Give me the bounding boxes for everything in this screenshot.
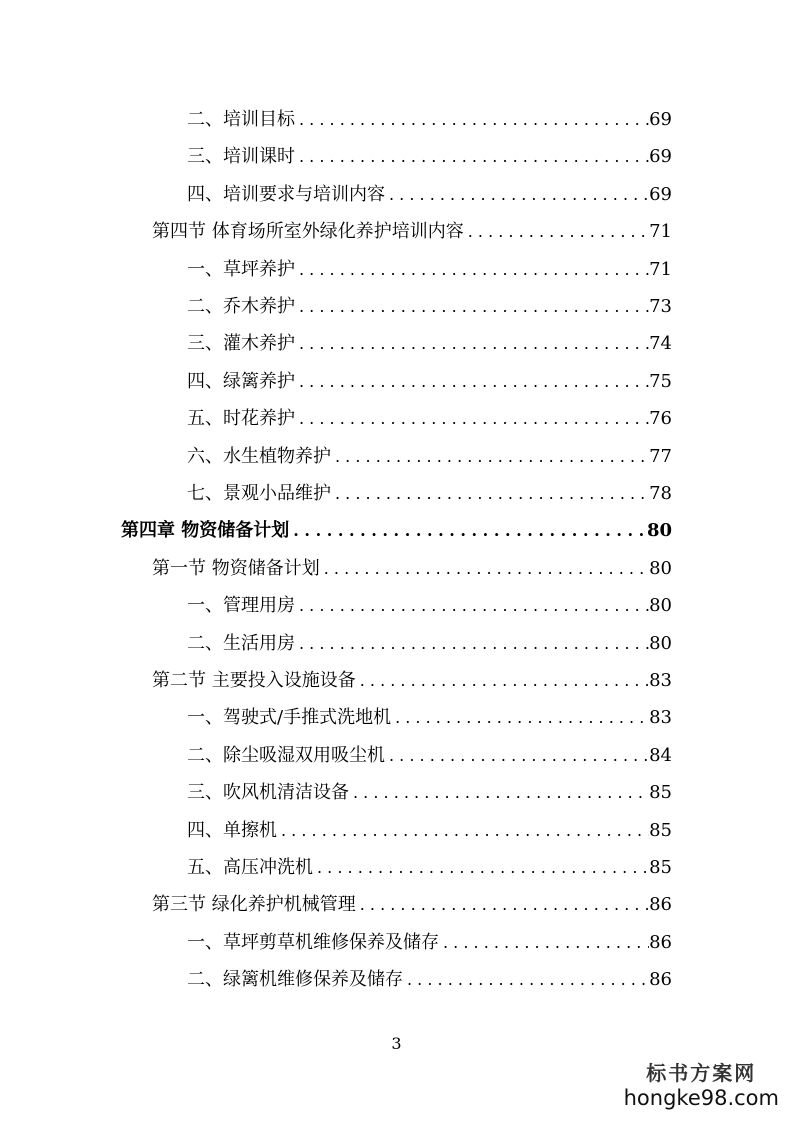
toc-entry-page: 76 (649, 408, 672, 430)
toc-entry[interactable] (187, 849, 672, 886)
toc-entry-page: 80 (649, 595, 672, 617)
toc-leader-dots (295, 101, 649, 138)
toc-leader-dots (295, 363, 649, 400)
toc-entry-page: 85 (649, 857, 672, 878)
toc-entry-title: 三、灌木养护 (187, 333, 295, 355)
toc-entry-page: 85 (649, 782, 672, 804)
toc-leader-dots (295, 325, 649, 362)
toc-entry-title: 四、绿篱养护 (187, 370, 295, 392)
toc-leader-dots (439, 924, 649, 961)
toc-entry-title: 七、景观小品维护 (187, 483, 331, 504)
toc-entry-title: 一、管理用房 (187, 595, 295, 617)
toc-entry[interactable] (187, 475, 672, 512)
toc-entry[interactable] (152, 550, 672, 587)
toc-entry[interactable] (152, 886, 672, 923)
toc-entry[interactable] (187, 138, 672, 175)
toc-entry[interactable] (187, 737, 672, 774)
toc-leader-dots (320, 550, 649, 587)
toc-entry[interactable] (187, 924, 672, 961)
toc-entry[interactable] (187, 699, 672, 736)
toc-entry-page: 78 (649, 483, 672, 504)
toc-entry-page: 84 (649, 744, 672, 766)
toc-leader-dots (391, 699, 649, 736)
toc-leader-dots (295, 625, 649, 662)
toc-entry-title: 二、乔木养护 (187, 296, 295, 317)
toc-entry-page: 80 (649, 557, 672, 579)
toc-entry[interactable] (187, 176, 672, 213)
toc-entry-page: 80 (649, 632, 672, 654)
toc-leader-dots (331, 438, 649, 475)
toc-entry[interactable] (187, 325, 672, 362)
toc-entry-page: 86 (649, 969, 672, 991)
toc-leader-dots (385, 176, 649, 213)
toc-entry-title: 三、培训课时 (187, 146, 295, 168)
toc-entry[interactable] (187, 251, 672, 288)
toc-entry-title: 第四章 物资储备计划 (121, 520, 290, 542)
toc-entry-page: 69 (649, 146, 672, 168)
toc-entry-title: 第四节 体育场所室外绿化养护培训内容 (152, 221, 464, 243)
toc-entry-page: 83 (649, 670, 672, 691)
toc-leader-dots (464, 213, 649, 250)
toc-entry-page: 74 (649, 333, 672, 355)
toc-entry[interactable] (187, 587, 672, 624)
toc-entry-page: 86 (649, 894, 672, 916)
toc-leader-dots (289, 512, 647, 549)
toc-leader-dots (385, 737, 649, 774)
toc-entry-title: 第二节 主要投入设施设备 (152, 670, 356, 691)
toc-entry-page: 75 (649, 370, 672, 392)
toc-entry[interactable] (187, 438, 672, 475)
page-number: 3 (391, 1034, 402, 1053)
toc-entry-title: 一、驾驶式/手推式洗地机 (187, 707, 392, 729)
toc-entry-page: 71 (649, 221, 672, 243)
toc-entry-title: 四、培训要求与培训内容 (187, 183, 385, 205)
toc-leader-dots (331, 475, 649, 512)
toc-entry-page: 77 (649, 445, 672, 467)
watermark-title: 标书方案网 (646, 1061, 757, 1085)
toc-entry[interactable] (187, 101, 672, 138)
toc-entry[interactable] (121, 512, 672, 549)
toc-leader-dots (277, 812, 649, 849)
watermark (624, 1057, 779, 1110)
toc-entry-page: 69 (649, 109, 672, 130)
toc-entry[interactable] (187, 961, 672, 998)
toc-leader-dots (349, 774, 649, 811)
toc-leader-dots (295, 251, 649, 288)
toc-entry-page: 73 (649, 296, 672, 317)
toc-entry-title: 二、除尘吸湿双用吸尘机 (187, 744, 385, 766)
toc-entry[interactable] (152, 662, 672, 699)
toc-entry-title: 五、时花养护 (187, 408, 295, 430)
toc-entry-page: 83 (649, 707, 672, 729)
toc-leader-dots (356, 662, 649, 699)
toc-leader-dots (356, 886, 649, 923)
toc-entry-title: 五、高压冲洗机 (187, 857, 313, 878)
toc-entry[interactable] (152, 213, 672, 250)
toc-leader-dots (295, 138, 649, 175)
toc-leader-dots (403, 961, 649, 998)
toc-entry-title: 二、绿篱机维修保养及储存 (187, 969, 403, 991)
toc-entry[interactable] (187, 400, 672, 437)
toc-entry-title: 一、草坪剪草机维修保养及储存 (187, 931, 439, 953)
toc-entry-title: 四、单擦机 (187, 819, 277, 841)
toc-entry-title: 一、草坪养护 (187, 258, 295, 280)
watermark-url: hongke98.com (623, 1086, 779, 1110)
toc-leader-dots (313, 849, 649, 886)
toc-entry-title: 第三节 绿化养护机械管理 (152, 894, 356, 916)
toc-entry-title: 第一节 物资储备计划 (152, 557, 320, 579)
toc-leader-dots (295, 288, 649, 325)
toc-leader-dots (295, 400, 649, 437)
toc-entry[interactable] (187, 812, 672, 849)
toc-leader-dots (295, 587, 649, 624)
toc-entry[interactable] (187, 363, 672, 400)
toc-entry-page: 69 (649, 183, 672, 205)
toc-entry-page: 71 (649, 258, 672, 280)
toc-entry-page: 80 (646, 520, 672, 542)
toc-entry[interactable] (187, 625, 672, 662)
toc-entry-title: 三、吹风机清洁设备 (187, 782, 349, 804)
toc-entry-page: 86 (649, 931, 672, 953)
toc-entry[interactable] (187, 774, 672, 811)
toc-entry-page: 85 (649, 819, 672, 841)
toc-entry-title: 二、生活用房 (187, 632, 295, 654)
toc-entry[interactable] (187, 288, 672, 325)
toc-entry-title: 六、水生植物养护 (187, 445, 331, 467)
toc-entry-title: 二、培训目标 (187, 109, 295, 130)
